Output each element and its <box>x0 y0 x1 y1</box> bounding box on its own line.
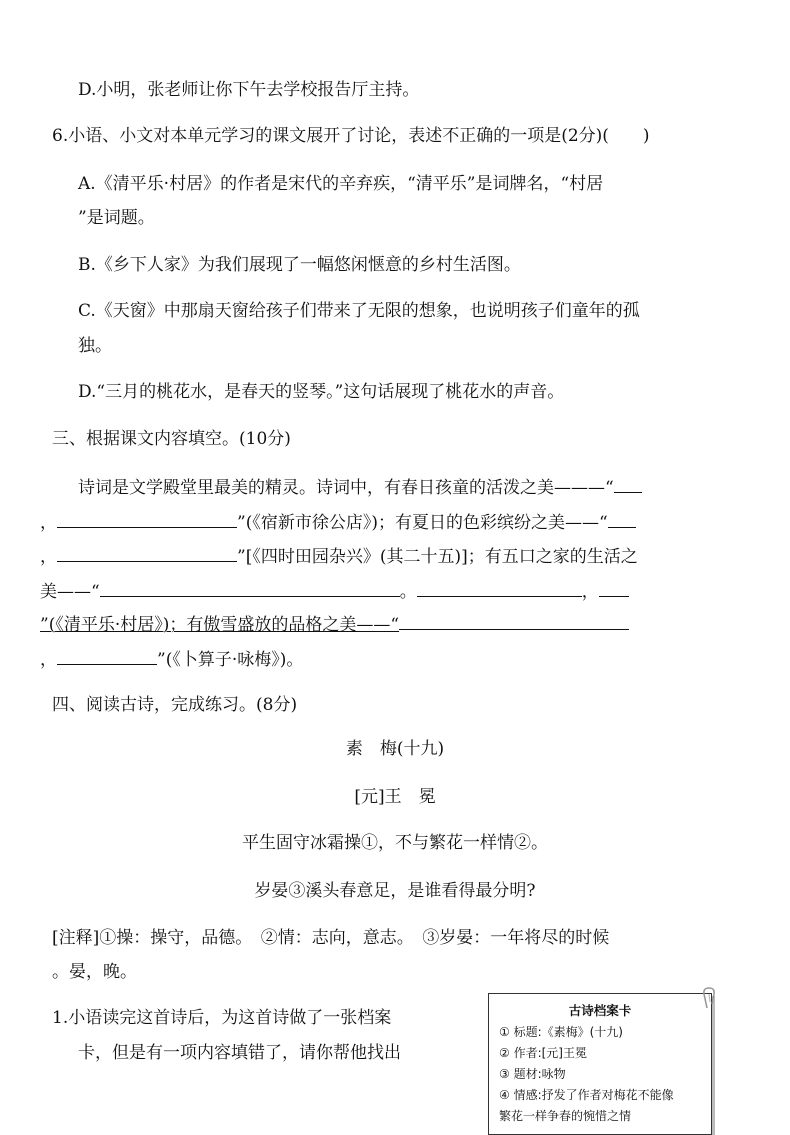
fill-line-6: ， ”(《卜算子·咏梅》)。 <box>40 650 304 670</box>
poem-line-1: 平生固守冰霜操①，不与繁花一样情②。 <box>242 833 548 853</box>
q6-option-a-line2: ”是词题。 <box>78 208 155 228</box>
paperclip-icon <box>701 986 719 1010</box>
card-title: 古诗档案卡 <box>568 1003 632 1018</box>
q1-line-1: 1.小语读完这首诗后，为这首诗做了一张档案 <box>52 1008 392 1028</box>
blank-4[interactable] <box>57 545 237 562</box>
card-row-subject: ③ 题材:咏物 <box>499 1067 566 1081</box>
blank-10[interactable] <box>57 648 157 665</box>
blank-6[interactable] <box>250 580 400 597</box>
card-row-emotion-cont: 繁花一样争春的惋惜之情 <box>499 1109 632 1123</box>
q6-option-a-line1: A.《清平乐·村居》的作者是宋代的辛弃疾，“清平乐”是词牌名，“村居 <box>78 174 604 194</box>
fill-line-1: 诗词是文学殿堂里最美的精灵。诗词中，有春日孩童的活泼之美———“ <box>78 476 642 499</box>
blank-9[interactable] <box>399 613 629 630</box>
fill-line-5: ”(《清平乐·村居》)；有傲雪盛放的品格之美——“ <box>40 613 629 636</box>
q5-option-d: D.小明，张老师让你下午去学校报告厅主持。 <box>78 80 420 100</box>
blank-7[interactable] <box>417 580 582 597</box>
card-row-title: ① 标题:《素梅》(十九) <box>499 1025 623 1039</box>
fill-line-2: ， ”(《宿新市徐公店》)；有夏日的色彩缤纷之美——“ <box>40 511 636 534</box>
q6-option-d: D.“三月的桃花水，是春天的竖琴。”这句话展现了桃花水的声音。 <box>78 382 565 402</box>
blank-5[interactable] <box>100 580 250 597</box>
poem-archive-card <box>488 993 712 1135</box>
card-row-emotion: ④ 情感:抒发了作者对梅花不能像 <box>499 1088 674 1102</box>
notes-line-2: 。晏，晚。 <box>52 962 137 982</box>
fill-line-3: ， ”[《四时田园杂兴》(其二十五)]；有五口之家的生活之 <box>40 547 638 567</box>
q6-stem: 6.小语、小文对本单元学习的课文展开了讨论，表述不正确的一项是(2分)( ) <box>52 126 650 146</box>
notes-line-1: [注释]①操：操守，品德。 ②情：志向，意志。 ③岁晏：一年将尽的时候 <box>52 928 610 948</box>
q6-option-c-line1: C.《天窗》中那扇天窗给孩子们带来了无限的想象，也说明孩子们童年的孤 <box>78 301 640 321</box>
card-row-author: ② 作者:[元]王冕 <box>499 1046 587 1060</box>
q6-option-b: B.《乡下人家》为我们展现了一幅悠闲惬意的乡村生活图。 <box>78 255 521 275</box>
poem-line-2: 岁晏③溪头春意足，是谁看得最分明? <box>254 881 536 901</box>
blank-2[interactable] <box>57 511 237 528</box>
blank-1[interactable] <box>614 476 642 493</box>
poem-title: 素 梅(十九) <box>345 739 445 759</box>
section3-heading: 三、根据课文内容填空。(10分) <box>52 429 291 449</box>
poem-author: [元]王 冕 <box>354 787 436 807</box>
q1-line-2: 卡，但是有一项内容填错了，请你帮他找出 <box>78 1043 401 1063</box>
section4-heading: 四、阅读古诗，完成练习。(8分) <box>52 695 298 715</box>
blank-3[interactable] <box>608 511 636 528</box>
fill-line-4: 美——“ 。 ， <box>40 580 629 603</box>
blank-8[interactable] <box>599 580 629 597</box>
q6-option-c-line2: 独。 <box>78 336 112 356</box>
